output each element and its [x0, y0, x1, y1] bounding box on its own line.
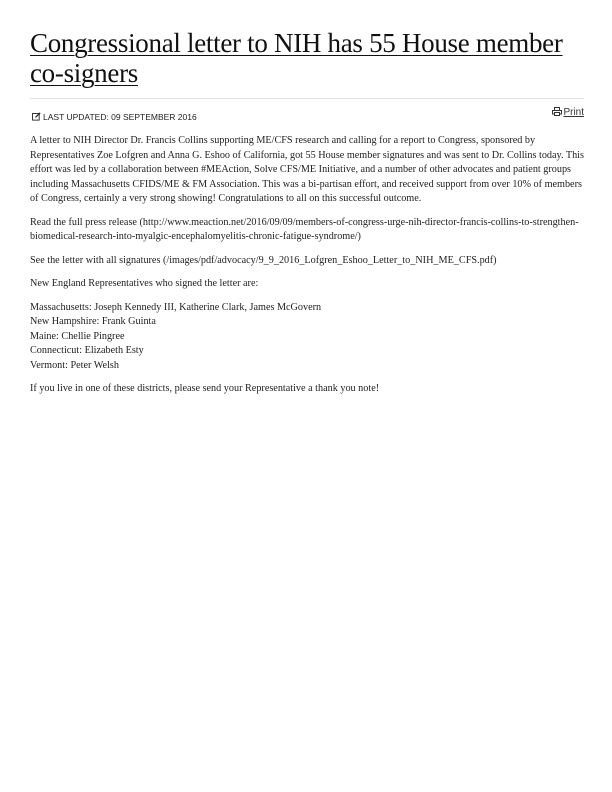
representatives-list [30, 301, 584, 374]
list-item: Maine: Chellie Pingree [30, 330, 125, 342]
list-item: Connecticut: Elizabeth Esty [30, 345, 144, 356]
last-updated-text: LAST UPDATED: 09 SEPTEMBER 2016 [43, 112, 197, 122]
edit-icon [32, 112, 41, 121]
article-meta [30, 107, 584, 126]
article [30, 28, 584, 406]
press-release-paragraph[interactable]: Read the full press release (http://www.meaction.net/2016/09/09/members-of-congress-urge-nih-director-francis-collins-to-strengthen-biomedical-research-into-myalgic-encephalomyelitis-chronic-fatigue-syndrome/) [30, 216, 579, 242]
print-label: Print [563, 107, 584, 118]
last-updated [32, 112, 197, 122]
printer-icon [552, 107, 562, 116]
list-item: New Hampshire: Frank Guinta [30, 316, 156, 327]
print-link[interactable] [552, 107, 584, 118]
title-divider [30, 98, 584, 99]
page-title[interactable]: Congressional letter to NIH has 55 House member co-signers [30, 28, 563, 88]
list-item: Massachusetts: Joseph Kennedy III, Katherine Clark, James McGovern [30, 301, 322, 313]
list-item: Vermont: Peter Welsh [30, 359, 119, 371]
letter-paragraph[interactable]: See the letter with all signatures (/images/pdf/advocacy/9_9_2016_Lofgren_Eshoo_Letter_to_NIH_ME_CFS.pdf) [30, 254, 497, 266]
intro-paragraph: A letter to NIH Director Dr. Francis Collins supporting ME/CFS research and calling for a report to Congress, sponsored by Representatives Zoe Lofgren and Anna G. Eshoo of California, got 55 House member signatures and was sent to Dr. Collins today. This effort was led by a collaboration between #MEAction, Solve CFS/ME Initiative, and a number of other advocates and patient groups including Massachusetts CFIDS/ME & FM Association. This was a bi-partisan effort, and received support from over 10% of members of Congress, certainly a very strong showing! Congratulations to all on this successful outcome. [30, 135, 584, 204]
new-england-intro: New England Representatives who signed the letter are: [30, 278, 259, 289]
closing-paragraph: If you live in one of these districts, please send your Representative a thank you note! [30, 383, 380, 394]
